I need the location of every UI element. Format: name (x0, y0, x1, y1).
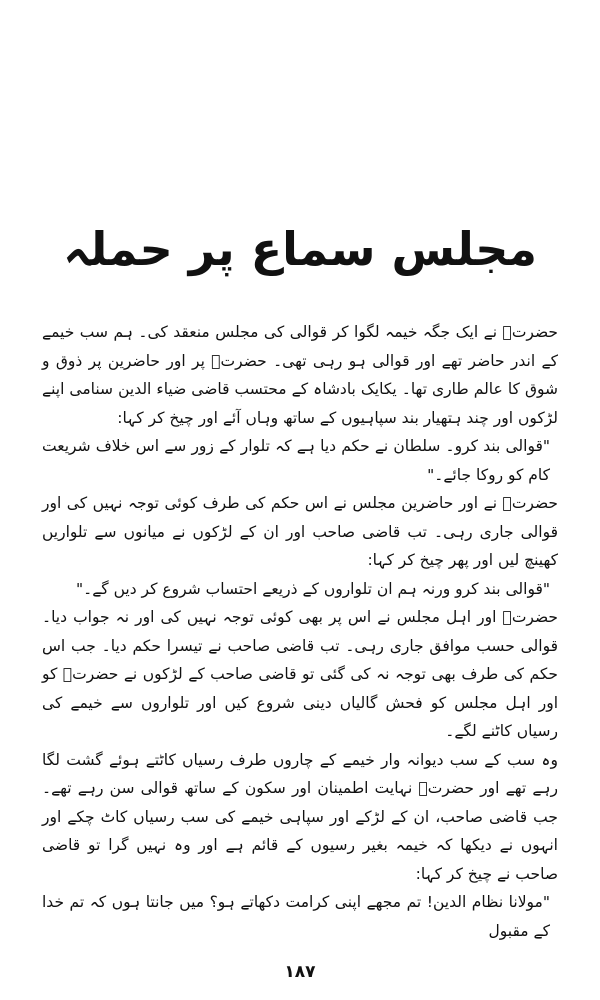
chapter-title: مجلس سماع پر حملہ (63, 222, 537, 276)
body-text (42, 318, 558, 945)
paragraph-1: حضرتؒ نے ایک جگہ خیمہ لگوا کر قوالی کی مجلس منعقد کی۔ ہم سب خیمے کے اندر حاضر تھے اور قوالی ہو رہی تھی۔ حضرتؒ پر اور حاضرین پر ذوق و شوق کا عالم طاری تھا۔ یکایک بادشاہ کے محتسب قاضی ضیاء الدین سنامی اپنے لڑکوں اور چند ہتھیار بند سپاہیوں کے ساتھ وہاں آئے اور چیخ کر کہا: (42, 323, 558, 427)
paragraph-4: وہ سب کے سب دیوانہ وار خیمے کے چاروں طرف رسیاں کاٹتے ہوئے گشت لگا رہے تھے اور حضرتؒ نہایت اطمینان اور سکون کے ساتھ قوالی سن رہے تھے۔ جب قاضی صاحب، ان کے لڑکے اور سپاہی خیمے کی سب رسیاں کاٹ چکے اور انہوں نے دیکھا کہ خیمہ بغیر رسیوں کے قائم ہے اور وہ نہیں گرا تو قاضی صاحب نے چیخ کر کہا: (42, 750, 558, 883)
page-number: ۱۸۷ (284, 962, 316, 982)
paragraph-3: حضرتؒ اور اہل مجلس نے اس پر بھی کوئی توجہ نہیں کی اور نہ جواب دیا۔ قوالی حسب موافق جاری رہی۔ تب قاضی صاحب نے تیسرا حکم دیا۔ جب اس حکم کی طرف بھی توجہ نہ کی گئی تو قاضی صاحب کے لڑکوں نے حضرتؒ کو اور اہل مجلس کو فحش گالیاں دینی شروع کیں اور تلواروں سے خیمے کی رسیاں کاٹنے لگے۔ (42, 608, 558, 740)
paragraph-2: حضرتؒ نے اور حاضرین مجلس نے اس حکم کی طرف کوئی توجہ نہیں کی اور قوالی جاری رہی۔ تب قاضی صاحب اور ان کے لڑکوں نے میانوں سے تلواریں کھینچ لیں اور پھر چیخ کر کہا: (42, 494, 558, 569)
quote-1: "قوالی بند کرو۔ سلطان نے حکم دیا ہے کہ تلوار کے زور سے اس خلاف شریعت کام کو روکا جائے۔" (42, 437, 550, 484)
quote-2: "قوالی بند کرو ورنہ ہم ان تلواروں کے ذریعے احتساب شروع کر دیں گے۔" (76, 579, 550, 598)
quote-3: "مولانا نظام الدین! تم مجھے اپنی کرامت دکھاتے ہو؟ میں جانتا ہوں کہ تم خدا کے مقبول (42, 893, 550, 940)
